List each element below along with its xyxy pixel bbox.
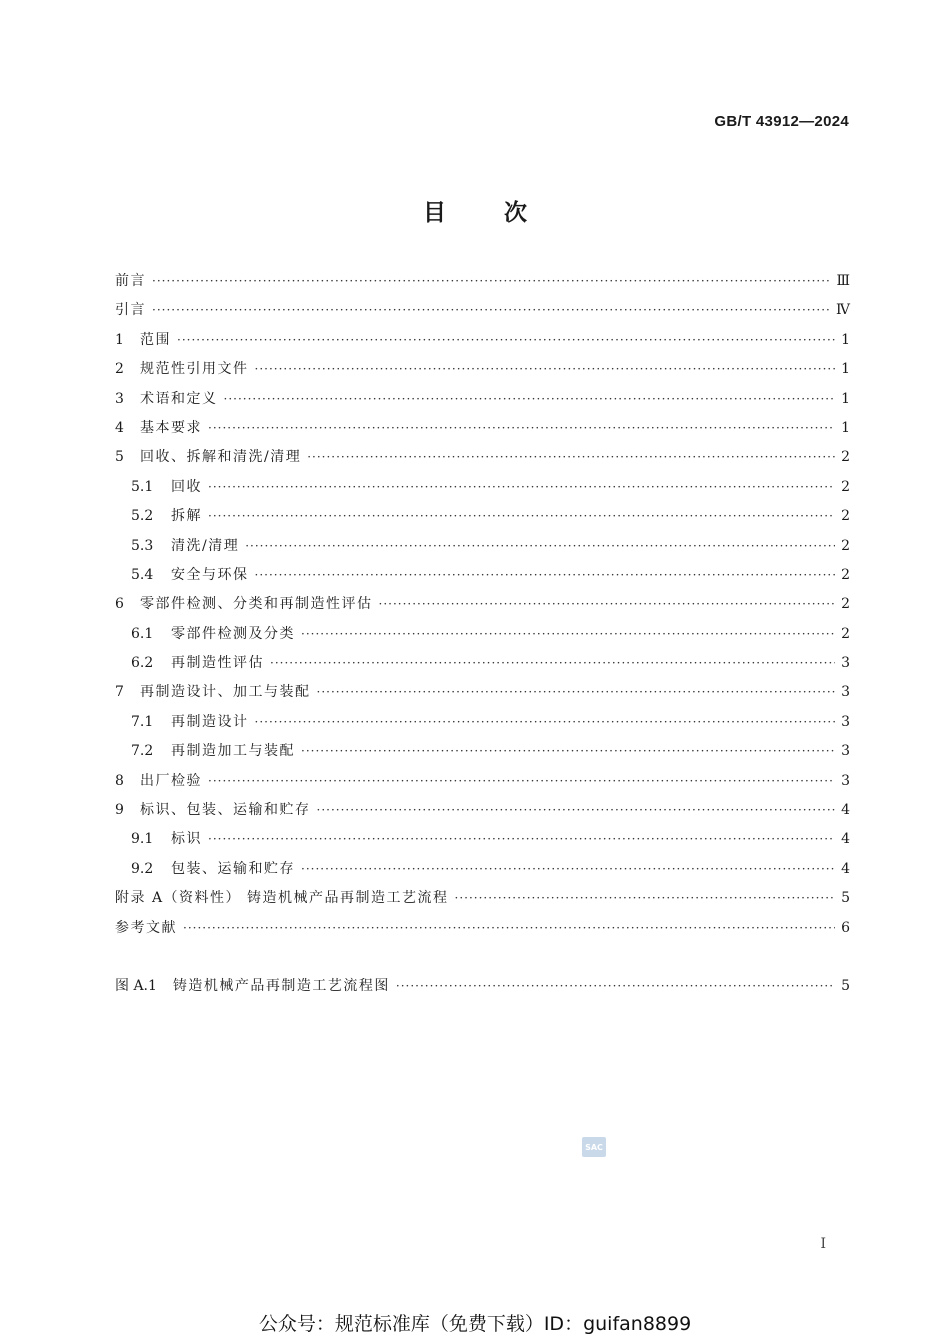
toc-entry-title: 清洗/清理: [171, 537, 240, 554]
toc-entry-page: Ⅲ: [836, 273, 850, 289]
leader-dots: [183, 921, 835, 935]
leader-dots: [208, 832, 835, 846]
toc-entry-title: 标识、包装、运输和贮存: [140, 802, 311, 819]
toc-entry-number: 6.2: [131, 655, 154, 672]
toc-entry-page: 3: [841, 684, 850, 701]
toc-entry[interactable]: [115, 828, 850, 857]
table-of-contents: [115, 270, 850, 946]
leader-dots: [208, 421, 835, 435]
toc-entry-number: 1: [115, 331, 124, 348]
leader-dots: [379, 597, 836, 611]
toc-entry-number: 5.1: [131, 478, 154, 495]
toc-entry-title: 术语和定义: [140, 390, 218, 407]
toc-entry-page: 1: [841, 361, 850, 378]
toc-entry-number: 6: [115, 596, 124, 613]
figure-title: 铸造机械产品再制造工艺流程图: [172, 978, 390, 994]
toc-entry[interactable]: [115, 446, 850, 475]
leader-dots: [177, 333, 835, 347]
toc-entry-number: 5.3: [131, 537, 154, 554]
toc-entry-number: 2: [115, 361, 124, 378]
toc-entry-page: 2: [841, 537, 850, 554]
leader-dots: [301, 627, 835, 641]
toc-entry[interactable]: [115, 417, 850, 446]
toc-entry-page: 2: [841, 449, 850, 466]
toc-entry-number: 5: [115, 449, 124, 466]
toc-entry-title: 再制造性评估: [171, 655, 264, 672]
toc-entry-page: 2: [841, 478, 850, 495]
toc-entry-title: 回收: [171, 478, 202, 495]
toc-entry-page: 3: [841, 655, 850, 672]
page-number: I: [820, 1236, 826, 1252]
toc-entry-page: 1: [841, 390, 850, 407]
leader-dots: [255, 715, 836, 729]
toc-entry-page: 4: [841, 860, 850, 877]
toc-entry-number: 7.1: [131, 713, 154, 730]
leader-dots: [307, 450, 835, 464]
toc-entry-title: 零部件检测、分类和再制造性评估: [140, 596, 373, 613]
toc-entry-page: 3: [841, 772, 850, 789]
toc-entry-number: 8: [115, 772, 124, 789]
toc-entry[interactable]: [115, 799, 850, 828]
toc-entry[interactable]: [115, 593, 850, 622]
toc-entry[interactable]: [115, 770, 850, 799]
toc-entry-title: 附录 A（资料性） 铸造机械产品再制造工艺流程: [115, 890, 449, 907]
toc-entry-title: 零部件检测及分类: [171, 625, 295, 642]
leader-dots: [301, 744, 835, 758]
toc-entry-page: 3: [841, 743, 850, 760]
toc-entry[interactable]: [115, 711, 850, 740]
toc-entry-number: 9.2: [131, 860, 154, 877]
toc-entry-page: 3: [841, 713, 850, 730]
toc-entry[interactable]: [115, 652, 850, 681]
leader-dots: [245, 539, 835, 553]
leader-dots: [396, 979, 835, 993]
toc-entry-page: 4: [841, 831, 850, 848]
leader-dots: [455, 891, 836, 905]
leader-dots: [255, 568, 836, 582]
figure-label: 图 A.1: [115, 978, 157, 994]
leader-dots: [152, 274, 830, 288]
leader-dots: [208, 774, 835, 788]
toc-entry-title: 范围: [140, 331, 171, 348]
page-title: 目次: [423, 200, 585, 226]
toc-entry[interactable]: [115, 681, 850, 710]
toc-entry-title: 前言: [115, 273, 146, 289]
standard-code: GB/T 43912—2024: [714, 113, 849, 130]
toc-entry[interactable]: [115, 329, 850, 358]
toc-entry-page: 5: [841, 890, 850, 907]
leader-dots: [317, 685, 836, 699]
toc-entry-page: 4: [841, 802, 850, 819]
toc-entry-number: 7.2: [131, 743, 154, 760]
figure-entry[interactable]: [115, 975, 850, 1004]
toc-entry-title: 再制造加工与装配: [171, 743, 295, 760]
leader-dots: [255, 362, 836, 376]
toc-entry-number: 4: [115, 419, 124, 436]
toc-entry-title: 引言: [115, 302, 146, 319]
toc-entry-number: 6.1: [131, 625, 154, 642]
leader-dots: [224, 392, 836, 406]
toc-entry-title: 标识: [171, 831, 202, 848]
toc-entry[interactable]: [115, 740, 850, 769]
toc-entry-title: 回收、拆解和清洗/清理: [140, 449, 302, 466]
figure-list: [115, 975, 850, 1004]
toc-entry-title: 基本要求: [140, 419, 202, 436]
toc-entry[interactable]: [115, 358, 850, 387]
toc-entry-page: 2: [841, 566, 850, 583]
toc-entry-title: 再制造设计: [171, 713, 249, 730]
toc-entry-page: 2: [841, 596, 850, 613]
leader-dots: [301, 862, 835, 876]
toc-entry-number: 9: [115, 802, 124, 819]
toc-entry-number: 3: [115, 390, 124, 407]
toc-entry[interactable]: [115, 299, 850, 328]
toc-entry-title: 出厂检验: [140, 772, 202, 789]
toc-entry[interactable]: [115, 858, 850, 887]
toc-entry-title: 再制造设计、加工与装配: [140, 684, 311, 701]
toc-entry[interactable]: [115, 887, 850, 916]
toc-entry[interactable]: [115, 270, 850, 299]
toc-entry-number: 9.1: [131, 831, 154, 848]
figure-page: 5: [841, 978, 850, 994]
toc-entry[interactable]: [115, 505, 850, 534]
toc-entry-title: 参考文献: [115, 919, 177, 936]
toc-entry-page: 6: [841, 919, 850, 936]
watermark-logo-icon: SAC: [582, 1137, 606, 1157]
leader-dots: [208, 509, 835, 523]
toc-entry-number: 7: [115, 684, 124, 701]
toc-entry-page: Ⅳ: [836, 302, 850, 319]
toc-entry-title: 拆解: [171, 508, 202, 525]
leader-dots: [152, 303, 830, 317]
leader-dots: [270, 656, 835, 670]
footer-text: 公众号：规范标准库（免费下载）ID：guifan8899: [258, 1313, 692, 1335]
toc-entry-title: 包装、运输和贮存: [171, 860, 295, 877]
toc-entry-page: 2: [841, 625, 850, 642]
leader-dots: [208, 480, 835, 494]
toc-entry-page: 1: [841, 331, 850, 348]
toc-entry[interactable]: [115, 623, 850, 652]
toc-entry-page: 1: [841, 419, 850, 436]
toc-entry-title: 安全与环保: [171, 566, 249, 583]
toc-entry[interactable]: [115, 476, 850, 505]
toc-entry[interactable]: [115, 535, 850, 564]
toc-entry[interactable]: [115, 564, 850, 593]
toc-entry-title: 规范性引用文件: [140, 361, 249, 378]
toc-entry-page: 2: [841, 508, 850, 525]
toc-entry[interactable]: [115, 388, 850, 417]
toc-entry-number: 5.4: [131, 566, 154, 583]
toc-entry-number: 5.2: [131, 508, 154, 525]
leader-dots: [317, 803, 836, 817]
toc-entry[interactable]: [115, 917, 850, 946]
